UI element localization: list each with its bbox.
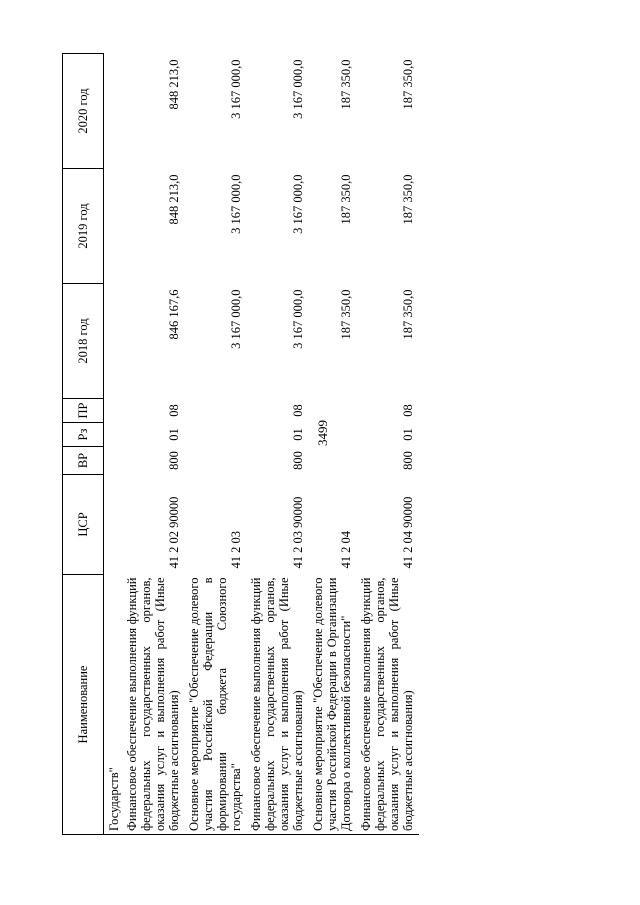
table-row xyxy=(104,54,124,835)
row-2019: 187 350,0 xyxy=(339,174,353,225)
row-rz: 01 xyxy=(167,428,181,441)
row-vr: 800 xyxy=(401,451,415,470)
table-row xyxy=(123,54,185,835)
row-csr: 41 2 04 90000 xyxy=(401,496,415,569)
row-2018 xyxy=(104,284,124,399)
row-name: Основное мероприятие "Обеспечение долевого участия Российской Федерации в Организации Договора о коллективной безопасности" xyxy=(309,575,357,835)
row-csr: 41 2 02 90000 xyxy=(167,496,181,569)
row-2020: 187 350,0 xyxy=(401,59,415,110)
row-rz xyxy=(309,423,357,447)
row-csr: 41 2 03 xyxy=(229,531,243,569)
row-2019: 3 167 000,0 xyxy=(229,174,243,234)
row-2019 xyxy=(104,169,124,284)
row-rz xyxy=(104,423,124,447)
row-2018: 846 167,6 xyxy=(167,289,181,340)
row-name: Основное мероприятие "Обеспечение долевого участия Российской Федерации в формировании бюджета Союзного государства" xyxy=(185,575,247,835)
row-2018: 187 350,0 xyxy=(339,289,353,340)
header-vr: ВР xyxy=(63,447,104,475)
row-pr: 08 xyxy=(401,404,415,417)
table-row xyxy=(185,54,247,835)
row-vr xyxy=(185,447,247,475)
row-name: Государств" xyxy=(104,575,124,835)
row-vr xyxy=(104,447,124,475)
row-vr: 800 xyxy=(167,451,181,470)
row-2019: 187 350,0 xyxy=(401,174,415,225)
row-2020: 187 350,0 xyxy=(339,59,353,110)
row-name: Финансовое обеспечение выполнения функций федеральных государственных органов, оказания услуг и выполнения работ (Иные бюджетные ассигнования) xyxy=(357,575,419,835)
row-2018: 3 167 000,0 xyxy=(291,289,305,349)
row-2018: 3 167 000,0 xyxy=(229,289,243,349)
table-header-row xyxy=(63,54,104,835)
budget-table-sheet xyxy=(62,55,587,835)
row-2020: 3 167 000,0 xyxy=(229,59,243,119)
header-2020: 2020 год xyxy=(63,54,104,169)
row-vr: 800 xyxy=(291,451,305,470)
budget-table xyxy=(62,53,419,835)
header-2019: 2019 год xyxy=(63,169,104,284)
table-row xyxy=(309,54,357,835)
row-rz xyxy=(185,423,247,447)
header-csr: ЦСР xyxy=(63,475,104,575)
row-vr xyxy=(309,447,357,475)
row-name: Финансовое обеспечение выполнения функций федеральных государственных органов, оказания услуг и выполнения работ (Иные бюджетные ассигнования) xyxy=(123,575,185,835)
row-2019: 848 213,0 xyxy=(167,174,181,225)
row-2019: 3 167 000,0 xyxy=(291,174,305,234)
row-2018: 187 350,0 xyxy=(401,289,415,340)
page-number: 3499 xyxy=(315,420,330,446)
header-pr: ПР xyxy=(63,399,104,423)
row-pr xyxy=(104,399,124,423)
table-row xyxy=(357,54,419,835)
row-csr: 41 2 03 90000 xyxy=(291,496,305,569)
header-2018: 2018 год xyxy=(63,284,104,399)
row-csr: 41 2 04 xyxy=(339,531,353,569)
table-row xyxy=(247,54,309,835)
row-2020: 848 213,0 xyxy=(167,59,181,110)
row-pr xyxy=(185,399,247,423)
row-2020 xyxy=(104,54,124,169)
row-pr: 08 xyxy=(167,404,181,417)
header-rz: Рз xyxy=(63,423,104,447)
row-rz: 01 xyxy=(291,428,305,441)
row-csr xyxy=(104,475,124,575)
row-pr: 08 xyxy=(291,404,305,417)
row-name: Финансовое обеспечение выполнения функций федеральных государственных органов, оказания услуг и выполнения работ (Иные бюджетные ассигнования) xyxy=(247,575,309,835)
row-rz: 01 xyxy=(401,428,415,441)
header-name: Наименование xyxy=(63,575,104,835)
row-2020: 3 167 000,0 xyxy=(291,59,305,119)
row-pr xyxy=(309,399,357,423)
